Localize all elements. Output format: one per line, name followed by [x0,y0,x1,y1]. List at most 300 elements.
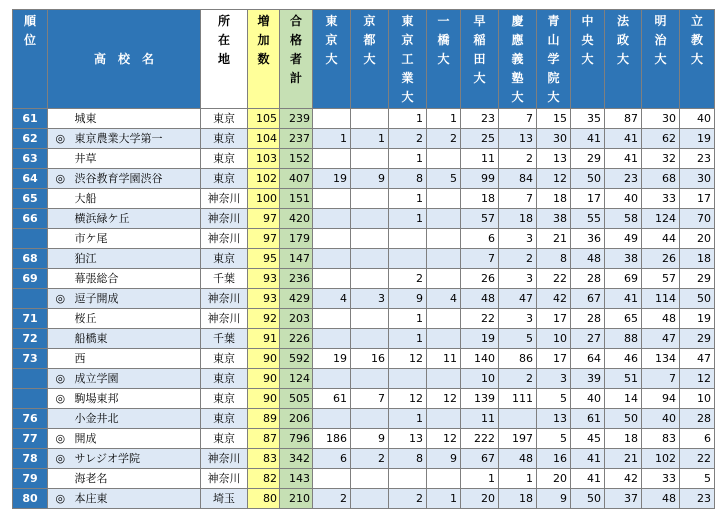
total-cell: 796 [280,429,313,449]
location-cell: 東京 [201,369,248,389]
header-school-name: 高 校 名 [48,10,201,109]
univ-count-cell: 3 [351,289,389,309]
header-univ-tokodai: 東京工業大 [389,10,427,109]
univ-count-cell: 1 [389,329,427,349]
univ-count-cell: 9 [351,169,389,189]
univ-count-cell: 12 [389,389,427,409]
increase-cell: 90 [248,369,280,389]
private-school-mark [48,189,73,209]
univ-count-cell: 38 [537,209,571,229]
private-school-mark [48,209,73,229]
univ-count-cell: 2 [499,149,537,169]
univ-count-cell: 6 [680,429,715,449]
total-cell: 236 [280,269,313,289]
univ-count-cell: 18 [499,489,537,509]
school-name-cell: 逗子開成 [73,289,201,309]
univ-count-cell [351,269,389,289]
location-cell: 千葉 [201,269,248,289]
univ-count-cell: 5 [499,329,537,349]
school-name-cell: 本庄東 [73,489,201,509]
total-cell: 239 [280,109,313,129]
univ-count-cell: 139 [461,389,499,409]
univ-count-cell: 4 [427,289,461,309]
table-row [13,289,715,309]
univ-count-cell: 83 [642,429,680,449]
univ-count-cell: 65 [605,309,642,329]
univ-count-cell: 28 [680,409,715,429]
header-univ-chuo: 中央大 [571,10,605,109]
private-school-mark [48,109,73,129]
univ-count-cell: 37 [605,489,642,509]
table-row [13,489,715,509]
univ-count-cell: 57 [461,209,499,229]
univ-count-cell: 2 [313,489,351,509]
univ-count-cell: 12 [427,429,461,449]
univ-count-cell: 17 [537,349,571,369]
header-univ-hosei: 法政大 [605,10,642,109]
univ-count-cell: 19 [461,329,499,349]
univ-count-cell [313,309,351,329]
univ-count-cell: 1 [427,489,461,509]
univ-count-cell: 13 [537,409,571,429]
univ-count-cell [313,329,351,349]
univ-count-cell: 18 [537,189,571,209]
univ-count-cell [351,149,389,169]
univ-count-cell: 10 [537,329,571,349]
univ-count-cell: 8 [537,249,571,269]
location-cell: 東京 [201,389,248,409]
univ-count-cell [389,249,427,269]
univ-count-cell: 22 [680,449,715,469]
rank-cell: 71 [13,309,48,329]
total-cell: 206 [280,409,313,429]
univ-count-cell: 19 [680,129,715,149]
table-row [13,409,715,429]
univ-count-cell: 28 [571,269,605,289]
increase-cell: 90 [248,389,280,409]
increase-cell: 93 [248,269,280,289]
header-location: 所在地 [201,10,248,109]
private-school-mark [48,249,73,269]
univ-count-cell: 41 [605,149,642,169]
total-cell: 429 [280,289,313,309]
location-cell: 神奈川 [201,189,248,209]
increase-cell: 91 [248,329,280,349]
univ-count-cell: 7 [499,189,537,209]
univ-count-cell: 2 [427,129,461,149]
univ-count-cell: 3 [499,269,537,289]
school-name-cell: 海老名 [73,469,201,489]
univ-count-cell [427,149,461,169]
univ-count-cell: 48 [642,309,680,329]
univ-count-cell: 64 [571,349,605,369]
univ-count-cell: 70 [680,209,715,229]
univ-count-cell: 23 [605,169,642,189]
total-cell: 124 [280,369,313,389]
location-cell: 神奈川 [201,289,248,309]
table-row [13,229,715,249]
univ-count-cell: 197 [499,429,537,449]
univ-count-cell: 29 [571,149,605,169]
private-school-mark: ◎ [48,169,73,189]
univ-count-cell [313,409,351,429]
univ-count-cell: 19 [680,309,715,329]
univ-count-cell: 134 [642,349,680,369]
univ-count-cell: 20 [461,489,499,509]
rank-cell: 73 [13,349,48,369]
table-row [13,149,715,169]
total-cell: 152 [280,149,313,169]
univ-count-cell: 12 [537,169,571,189]
univ-count-cell: 5 [537,389,571,409]
total-cell: 342 [280,449,313,469]
univ-count-cell: 140 [461,349,499,369]
univ-count-cell: 25 [461,129,499,149]
rank-cell [13,369,48,389]
univ-count-cell: 102 [642,449,680,469]
location-cell: 神奈川 [201,449,248,469]
univ-count-cell: 30 [537,129,571,149]
rank-cell: 72 [13,329,48,349]
table-row [13,449,715,469]
univ-count-cell [389,369,427,389]
univ-count-cell: 222 [461,429,499,449]
header-univ-todai: 東京大 [313,10,351,109]
univ-count-cell: 16 [537,449,571,469]
location-cell: 神奈川 [201,229,248,249]
univ-count-cell [313,269,351,289]
total-cell: 151 [280,189,313,209]
univ-count-cell: 50 [571,169,605,189]
table-row [13,269,715,289]
univ-count-cell [351,249,389,269]
private-school-mark [48,229,73,249]
rank-cell [13,289,48,309]
total-cell: 143 [280,469,313,489]
univ-count-cell [389,469,427,489]
univ-count-cell [427,409,461,429]
univ-count-cell: 41 [605,289,642,309]
school-name-cell: 東京農業大学第一 [73,129,201,149]
univ-count-cell: 68 [642,169,680,189]
header-rank: 順位 [13,10,48,109]
header-row [13,10,715,109]
univ-count-cell: 41 [571,449,605,469]
univ-count-cell: 111 [499,389,537,409]
univ-count-cell: 61 [571,409,605,429]
table-row [13,429,715,449]
univ-count-cell: 61 [313,389,351,409]
univ-count-cell: 48 [461,289,499,309]
univ-count-cell [313,229,351,249]
univ-count-cell: 67 [461,449,499,469]
univ-count-cell: 33 [642,189,680,209]
univ-count-cell: 62 [642,129,680,149]
univ-count-cell [313,369,351,389]
school-name-cell: 西 [73,349,201,369]
univ-count-cell: 48 [642,489,680,509]
univ-count-cell [351,489,389,509]
location-cell: 東京 [201,349,248,369]
univ-count-cell: 29 [680,269,715,289]
private-school-mark [48,409,73,429]
ranking-table [12,9,715,509]
univ-count-cell [313,109,351,129]
univ-count-cell [499,409,537,429]
univ-count-cell [427,249,461,269]
univ-count-cell: 48 [499,449,537,469]
private-school-mark [48,269,73,289]
univ-count-cell [351,469,389,489]
univ-count-cell: 47 [642,329,680,349]
univ-count-cell: 23 [680,149,715,169]
location-cell: 東京 [201,149,248,169]
univ-count-cell: 48 [571,249,605,269]
univ-count-cell: 99 [461,169,499,189]
table-row [13,469,715,489]
increase-cell: 100 [248,189,280,209]
univ-count-cell [427,269,461,289]
univ-count-cell: 57 [642,269,680,289]
private-school-mark: ◎ [48,489,73,509]
rank-cell: 62 [13,129,48,149]
private-school-mark: ◎ [48,429,73,449]
rank-cell: 77 [13,429,48,449]
increase-cell: 83 [248,449,280,469]
univ-count-cell: 36 [571,229,605,249]
total-cell: 592 [280,349,313,369]
univ-count-cell: 5 [537,429,571,449]
univ-count-cell: 27 [571,329,605,349]
univ-count-cell: 26 [642,249,680,269]
univ-count-cell: 1 [351,129,389,149]
univ-count-cell: 1 [427,109,461,129]
total-cell: 179 [280,229,313,249]
increase-cell: 97 [248,209,280,229]
univ-count-cell: 35 [571,109,605,129]
private-school-mark [48,469,73,489]
univ-count-cell: 33 [642,469,680,489]
location-cell: 東京 [201,129,248,149]
univ-count-cell: 23 [680,489,715,509]
univ-count-cell: 114 [642,289,680,309]
univ-count-cell: 23 [461,109,499,129]
univ-count-cell [351,409,389,429]
univ-count-cell: 21 [605,449,642,469]
univ-count-cell: 47 [499,289,537,309]
rank-cell: 76 [13,409,48,429]
univ-count-cell: 12 [427,389,461,409]
univ-count-cell: 2 [351,449,389,469]
rank-cell: 68 [13,249,48,269]
school-name-cell: 駒場東邦 [73,389,201,409]
increase-cell: 90 [248,349,280,369]
univ-count-cell [351,309,389,329]
total-cell: 420 [280,209,313,229]
univ-count-cell: 21 [537,229,571,249]
table-body [13,109,715,509]
univ-count-cell: 84 [499,169,537,189]
increase-cell: 102 [248,169,280,189]
univ-count-cell: 7 [499,109,537,129]
univ-count-cell: 9 [537,489,571,509]
rank-cell: 64 [13,169,48,189]
total-cell: 210 [280,489,313,509]
univ-count-cell: 10 [461,369,499,389]
location-cell: 千葉 [201,329,248,349]
univ-count-cell: 13 [537,149,571,169]
school-name-cell: 横浜緑ケ丘 [73,209,201,229]
univ-count-cell: 42 [537,289,571,309]
table-row [13,249,715,269]
univ-count-cell: 51 [605,369,642,389]
school-name-cell: 船橋東 [73,329,201,349]
univ-count-cell: 47 [680,349,715,369]
univ-count-cell: 50 [680,289,715,309]
univ-count-cell: 2 [499,249,537,269]
rank-cell: 66 [13,209,48,229]
univ-count-cell: 87 [605,109,642,129]
univ-count-cell: 7 [351,389,389,409]
univ-count-cell: 15 [537,109,571,129]
univ-count-cell: 20 [680,229,715,249]
total-cell: 203 [280,309,313,329]
univ-count-cell: 14 [605,389,642,409]
univ-count-cell: 55 [571,209,605,229]
private-school-mark [48,329,73,349]
school-name-cell: 井草 [73,149,201,169]
univ-count-cell: 20 [537,469,571,489]
header-univ-rikkyo: 立教大 [680,10,715,109]
private-school-mark [48,309,73,329]
header-univ-meiji: 明治大 [642,10,680,109]
univ-count-cell: 42 [605,469,642,489]
increase-cell: 95 [248,249,280,269]
univ-count-cell: 19 [313,349,351,369]
total-cell: 237 [280,129,313,149]
univ-count-cell: 58 [605,209,642,229]
rank-cell: 65 [13,189,48,209]
univ-count-cell: 1 [499,469,537,489]
univ-count-cell: 11 [427,349,461,369]
table-row [13,369,715,389]
univ-count-cell: 17 [571,189,605,209]
univ-count-cell: 30 [680,169,715,189]
univ-count-cell: 1 [313,129,351,149]
table-row [13,329,715,349]
increase-cell: 80 [248,489,280,509]
univ-count-cell: 40 [605,189,642,209]
header-total-passers: 合格者計 [280,10,313,109]
header-increase: 増加数 [248,10,280,109]
univ-count-cell: 124 [642,209,680,229]
univ-count-cell: 2 [389,269,427,289]
univ-count-cell: 18 [605,429,642,449]
univ-count-cell: 2 [499,369,537,389]
univ-count-cell: 39 [571,369,605,389]
univ-count-cell [427,329,461,349]
table-row [13,109,715,129]
univ-count-cell [427,469,461,489]
increase-cell: 103 [248,149,280,169]
univ-count-cell: 8 [389,449,427,469]
rank-cell [13,389,48,409]
increase-cell: 105 [248,109,280,129]
univ-count-cell: 4 [313,289,351,309]
location-cell: 東京 [201,409,248,429]
table-row [13,129,715,149]
table-row [13,349,715,369]
table-row [13,209,715,229]
school-name-cell: 成立学園 [73,369,201,389]
univ-count-cell [351,229,389,249]
univ-count-cell: 18 [461,189,499,209]
univ-count-cell: 30 [642,109,680,129]
univ-count-cell: 32 [642,149,680,169]
univ-count-cell: 1 [461,469,499,489]
univ-count-cell: 8 [389,169,427,189]
increase-cell: 82 [248,469,280,489]
univ-count-cell: 29 [680,329,715,349]
univ-count-cell [351,369,389,389]
univ-count-cell: 18 [499,209,537,229]
univ-count-cell: 13 [499,129,537,149]
school-name-cell: 小金井北 [73,409,201,429]
location-cell: 神奈川 [201,209,248,229]
univ-count-cell: 11 [461,149,499,169]
univ-count-cell [313,469,351,489]
univ-count-cell: 44 [642,229,680,249]
location-cell: 埼玉 [201,489,248,509]
private-school-mark [48,149,73,169]
univ-count-cell [427,309,461,329]
univ-count-cell: 11 [461,409,499,429]
univ-count-cell: 69 [605,269,642,289]
increase-cell: 87 [248,429,280,449]
univ-count-cell: 3 [499,309,537,329]
header-univ-aoyama: 青山学院大 [537,10,571,109]
table-row [13,189,715,209]
univ-count-cell [313,189,351,209]
univ-count-cell: 38 [605,249,642,269]
univ-count-cell: 49 [605,229,642,249]
rank-cell: 78 [13,449,48,469]
increase-cell: 89 [248,409,280,429]
univ-count-cell: 50 [605,409,642,429]
rank-cell: 80 [13,489,48,509]
univ-count-cell: 2 [389,129,427,149]
univ-count-cell: 94 [642,389,680,409]
univ-count-cell: 41 [605,129,642,149]
univ-count-cell [427,209,461,229]
rank-cell: 63 [13,149,48,169]
univ-count-cell: 2 [389,489,427,509]
private-school-mark: ◎ [48,369,73,389]
univ-count-cell: 5 [680,469,715,489]
increase-cell: 104 [248,129,280,149]
univ-count-cell: 22 [537,269,571,289]
univ-count-cell: 1 [389,409,427,429]
univ-count-cell: 26 [461,269,499,289]
school-name-cell: 渋谷教育学園渋谷 [73,169,201,189]
rank-cell: 79 [13,469,48,489]
univ-count-cell: 1 [389,149,427,169]
school-name-cell: 幕張総合 [73,269,201,289]
header-univ-waseda: 早稲田大 [461,10,499,109]
header-univ-keio: 慶應義塾大 [499,10,537,109]
table-row [13,389,715,409]
univ-count-cell: 12 [389,349,427,369]
